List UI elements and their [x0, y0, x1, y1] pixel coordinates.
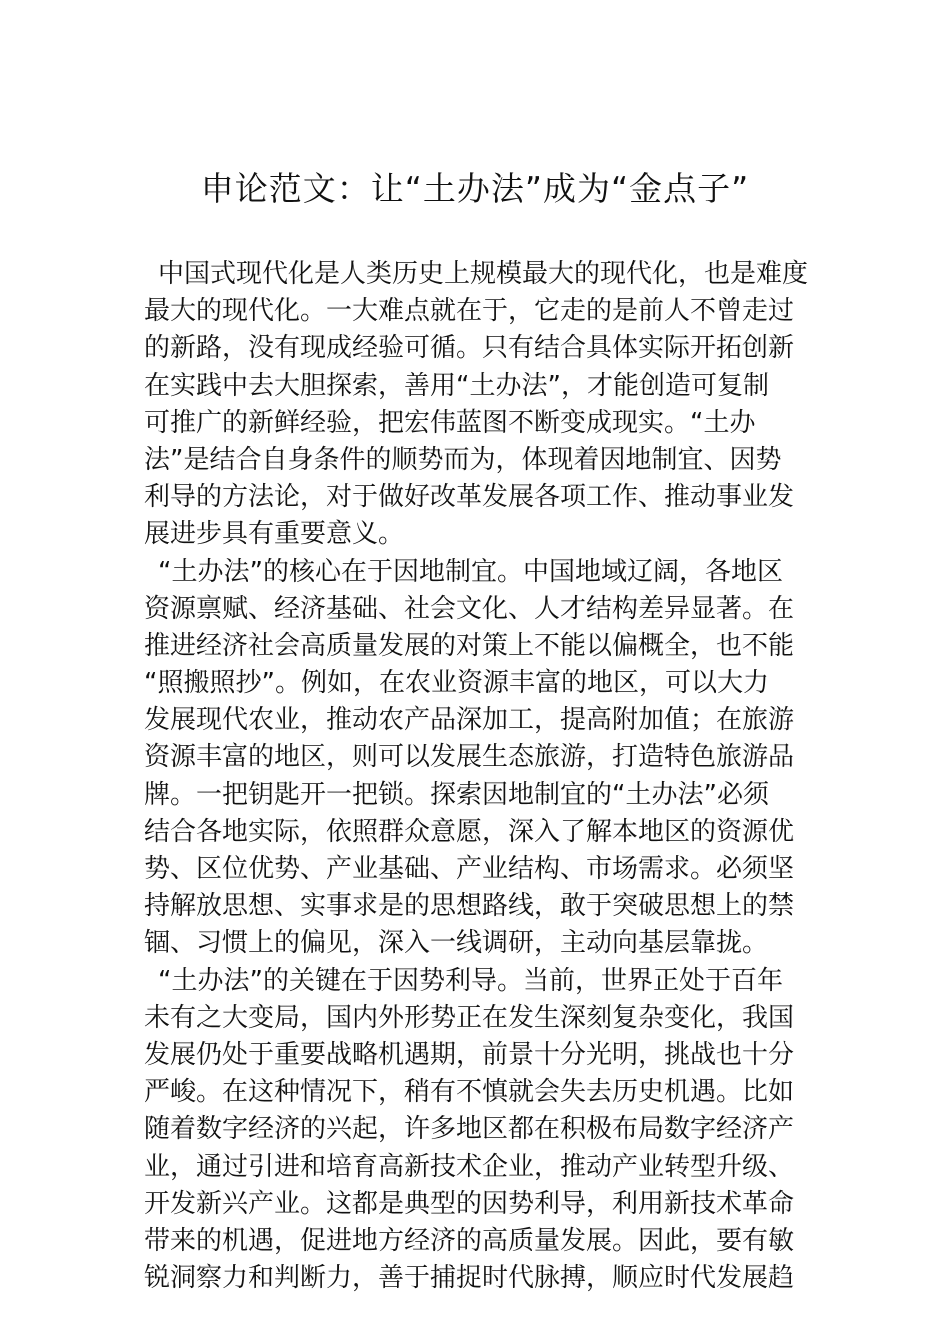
text-line: “土办法”的核心在于因地制宜。中国地域辽阔，各地区	[158, 556, 783, 587]
text-line: 业，通过引进和培育高新技术企业，推动产业转型升级、	[144, 1151, 795, 1182]
text-line: “照搬照抄”。例如，在农业资源丰富的地区，可以大力	[144, 668, 769, 699]
text-line: 展进步具有重要意义。	[144, 519, 405, 550]
text-line: 持解放思想、实事求是的思想路线，敢于突破思想上的禁	[144, 891, 795, 922]
text-line: 资源禀赋、经济基础、社会文化、人才结构差异显著。在	[144, 593, 795, 624]
text-line: 带来的机遇，促进地方经济的高质量发展。因此，要有敏	[144, 1225, 795, 1256]
text-line: 随着数字经济的兴起，许多地区都在积极布局数字经济产	[144, 1114, 795, 1145]
text-line: 严峻。在这种情况下，稍有不慎就会失去历史机遇。比如	[144, 1077, 795, 1108]
text-line: 发展现代农业，推动农产品深加工，提高附加值；在旅游	[144, 705, 795, 736]
text-line: 推进经济社会高质量发展的对策上不能以偏概全，也不能	[144, 630, 795, 661]
document-body	[144, 256, 809, 1297]
text-line: 发展仍处于重要战略机遇期，前景十分光明，挑战也十分	[144, 1039, 795, 1070]
text-line: 法”是结合自身条件的顺势而为，体现着因地制宜、因势	[144, 444, 782, 475]
document-title: 申论范文：让“土办法”成为“金点子”	[200, 169, 750, 208]
text-line: 中国式现代化是人类历史上规模最大的现代化，也是难度	[158, 259, 809, 289]
text-line: 锢、习惯上的偏见，深入一线调研，主动向基层靠拢。	[144, 928, 769, 959]
text-line: 在实践中去大胆探索，善用“土办法”，才能创造可复制	[144, 370, 769, 401]
text-line: 的新路，没有现成经验可循。只有结合具体实际开拓创新	[144, 333, 795, 364]
text-line: 可推广的新鲜经验，把宏伟蓝图不断变成现实。“土办	[144, 407, 756, 438]
text-line: 锐洞察力和判断力，善于捕捉时代脉搏，顺应时代发展趋	[144, 1263, 795, 1294]
text-line: “土办法”的关键在于因势利导。当前，世界正处于百年	[158, 965, 783, 996]
text-line: 最大的现代化。一大难点就在于，它走的是前人不曾走过	[144, 296, 795, 327]
text-line: 势、区位优势、产业基础、产业结构、市场需求。必须坚	[144, 854, 795, 884]
text-line: 资源丰富的地区，则可以发展生态旅游，打造特色旅游品	[144, 742, 795, 773]
text-line: 牌。一把钥匙开一把锁。探索因地制宜的“土办法”必须	[144, 779, 769, 810]
text-line: 利导的方法论，对于做好改革发展各项工作、推动事业发	[144, 482, 795, 513]
text-line: 结合各地实际，依照群众意愿，深入了解本地区的资源优	[144, 816, 795, 847]
text-line: 开发新兴产业。这都是典型的因势利导，利用新技术革命	[144, 1188, 795, 1219]
text-line: 未有之大变局，国内外形势正在发生深刻复杂变化，我国	[144, 1002, 795, 1033]
